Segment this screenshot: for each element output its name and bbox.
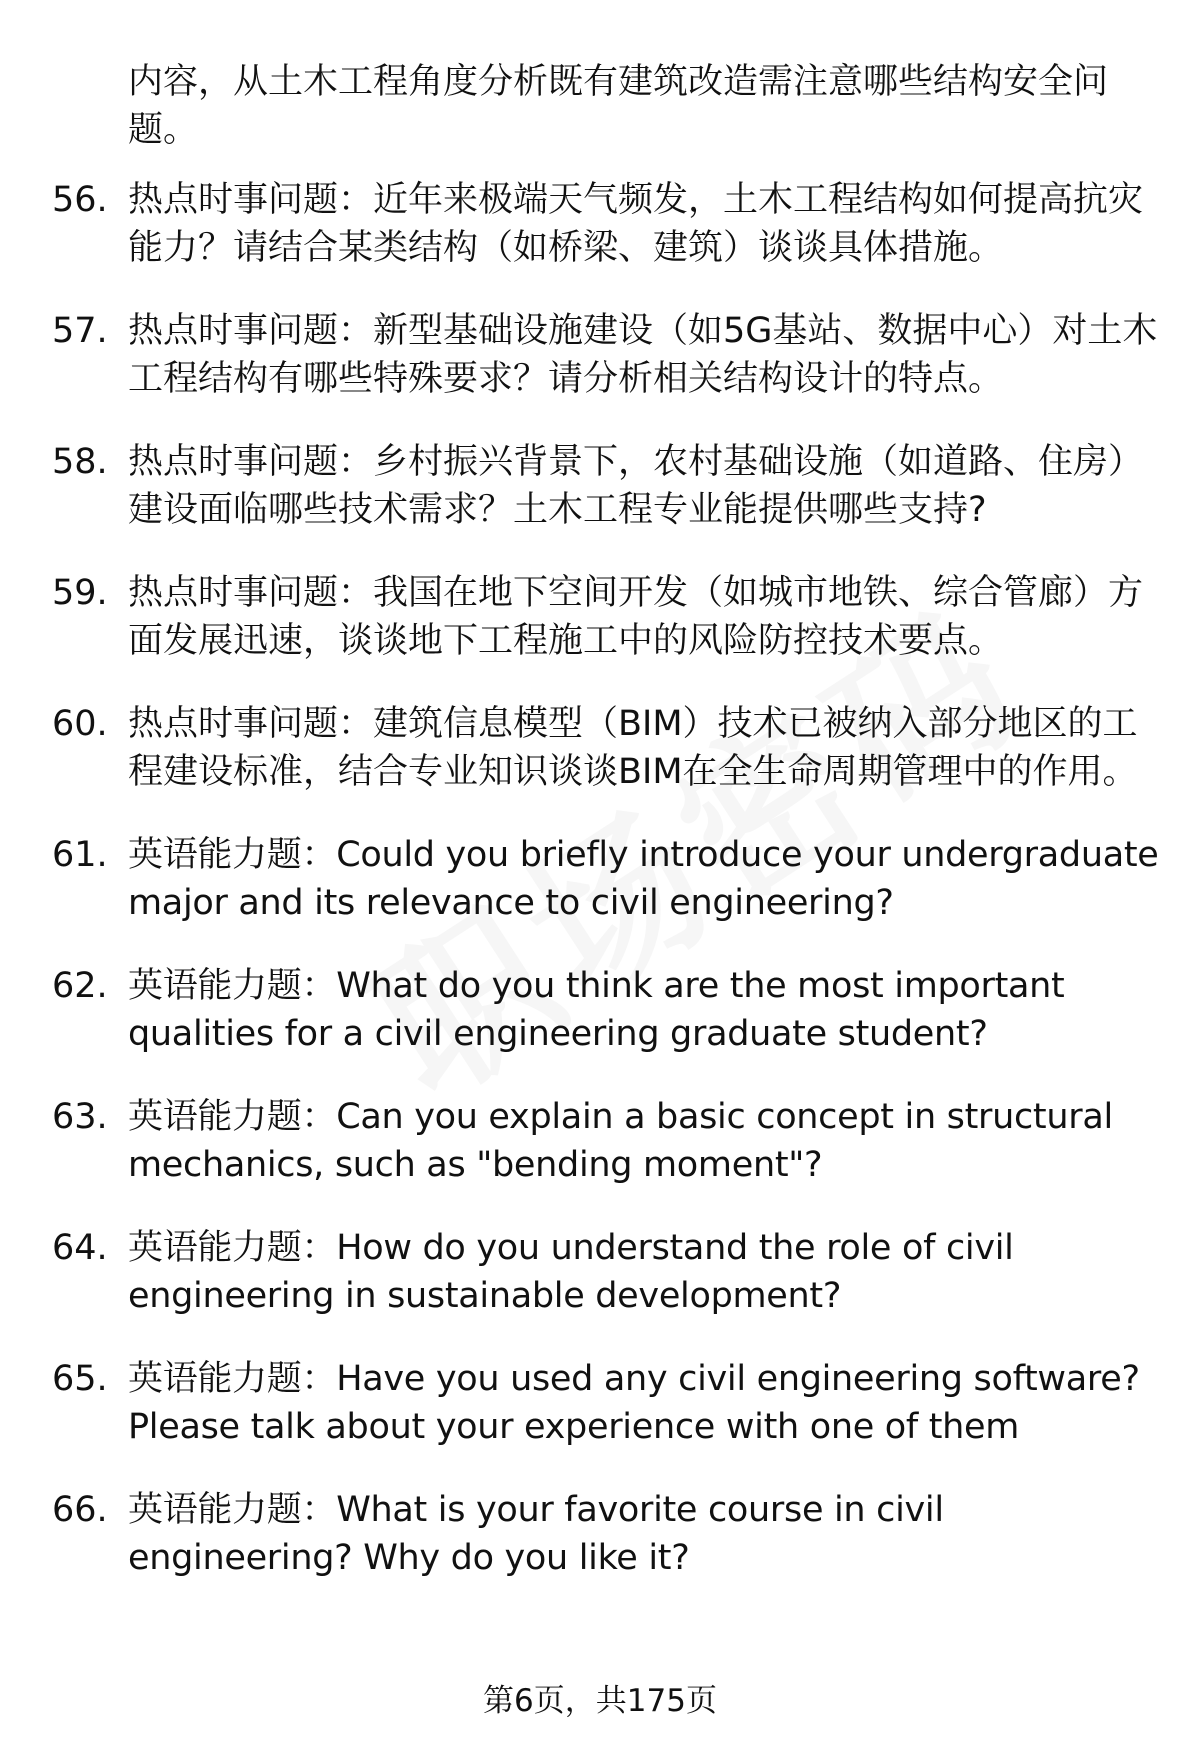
question-item xyxy=(0,831,1200,927)
question-number: 65. xyxy=(52,1359,108,1399)
question-text: 热点时事问题：新型基础设施建设（如5G基站、数据中心）对土木工程结构有哪些特殊要求？请分析相关结构设计的特点。 xyxy=(128,311,1158,399)
question-text: 热点时事问题：近年来极端天气频发，土木工程结构如何提高抗灾能力？请结合某类结构（如桥梁、建筑）谈谈具体措施。 xyxy=(128,180,1144,268)
question-number: 59. xyxy=(52,573,108,613)
question-text: 热点时事问题：建筑信息模型（BIM）技术已被纳入部分地区的工程建设标准，结合专业知识谈谈BIM在全生命周期管理中的作用。 xyxy=(128,704,1138,792)
question-text: 英语能力题：What do you think are the most important qualities for a civil engineering graduate student? xyxy=(128,966,1065,1054)
question-item xyxy=(0,569,1200,665)
question-number: 58. xyxy=(52,442,108,482)
question-item xyxy=(0,1224,1200,1320)
question-text: 英语能力题：Can you explain a basic concept in structural mechanics, such as "bending moment"? xyxy=(128,1097,1113,1185)
question-text: 英语能力题：Have you used any civil engineering software? Please talk about your experience with one of them xyxy=(128,1359,1140,1447)
question-number: 63. xyxy=(52,1097,108,1137)
question-text: 英语能力题：Could you briefly introduce your undergraduate major and its relevance to civil engineering? xyxy=(128,835,1159,923)
question-list xyxy=(0,176,1200,1617)
question-item xyxy=(0,700,1200,796)
question-number: 64. xyxy=(52,1228,108,1268)
question-text: 热点时事问题：乡村振兴背景下，农村基础设施（如道路、住房）建设面临哪些技术需求？土木工程专业能提供哪些支持? xyxy=(128,442,1144,530)
question-item xyxy=(0,1355,1200,1451)
question-number: 56. xyxy=(52,180,108,220)
question-item xyxy=(0,1486,1200,1582)
question-item xyxy=(0,307,1200,403)
question-item xyxy=(0,438,1200,534)
question-number: 62. xyxy=(52,966,108,1006)
question-text: 英语能力题：What is your favorite course in civil engineering? Why do you like it? xyxy=(128,1490,944,1578)
question-item xyxy=(0,1093,1200,1189)
continued-question-text: 内容，从土木工程角度分析既有建筑改造需注意哪些结构安全问题。 xyxy=(128,62,1109,150)
question-number: 60. xyxy=(52,704,108,744)
question-item xyxy=(0,176,1200,272)
question-item xyxy=(0,962,1200,1058)
question-text: 英语能力题：How do you understand the role of civil engineering in sustainable development? xyxy=(128,1228,1014,1316)
page-footer xyxy=(0,1681,1200,1721)
question-number: 61. xyxy=(52,835,108,875)
question-text: 热点时事问题：我国在地下空间开发（如城市地铁、综合管廊）方面发展迅速，谈谈地下工程施工中的风险防控技术要点。 xyxy=(128,573,1144,661)
question-number: 66. xyxy=(52,1490,108,1530)
question-number: 57. xyxy=(52,311,108,351)
page-number-label: 第6页，共175页 xyxy=(483,1683,717,1719)
